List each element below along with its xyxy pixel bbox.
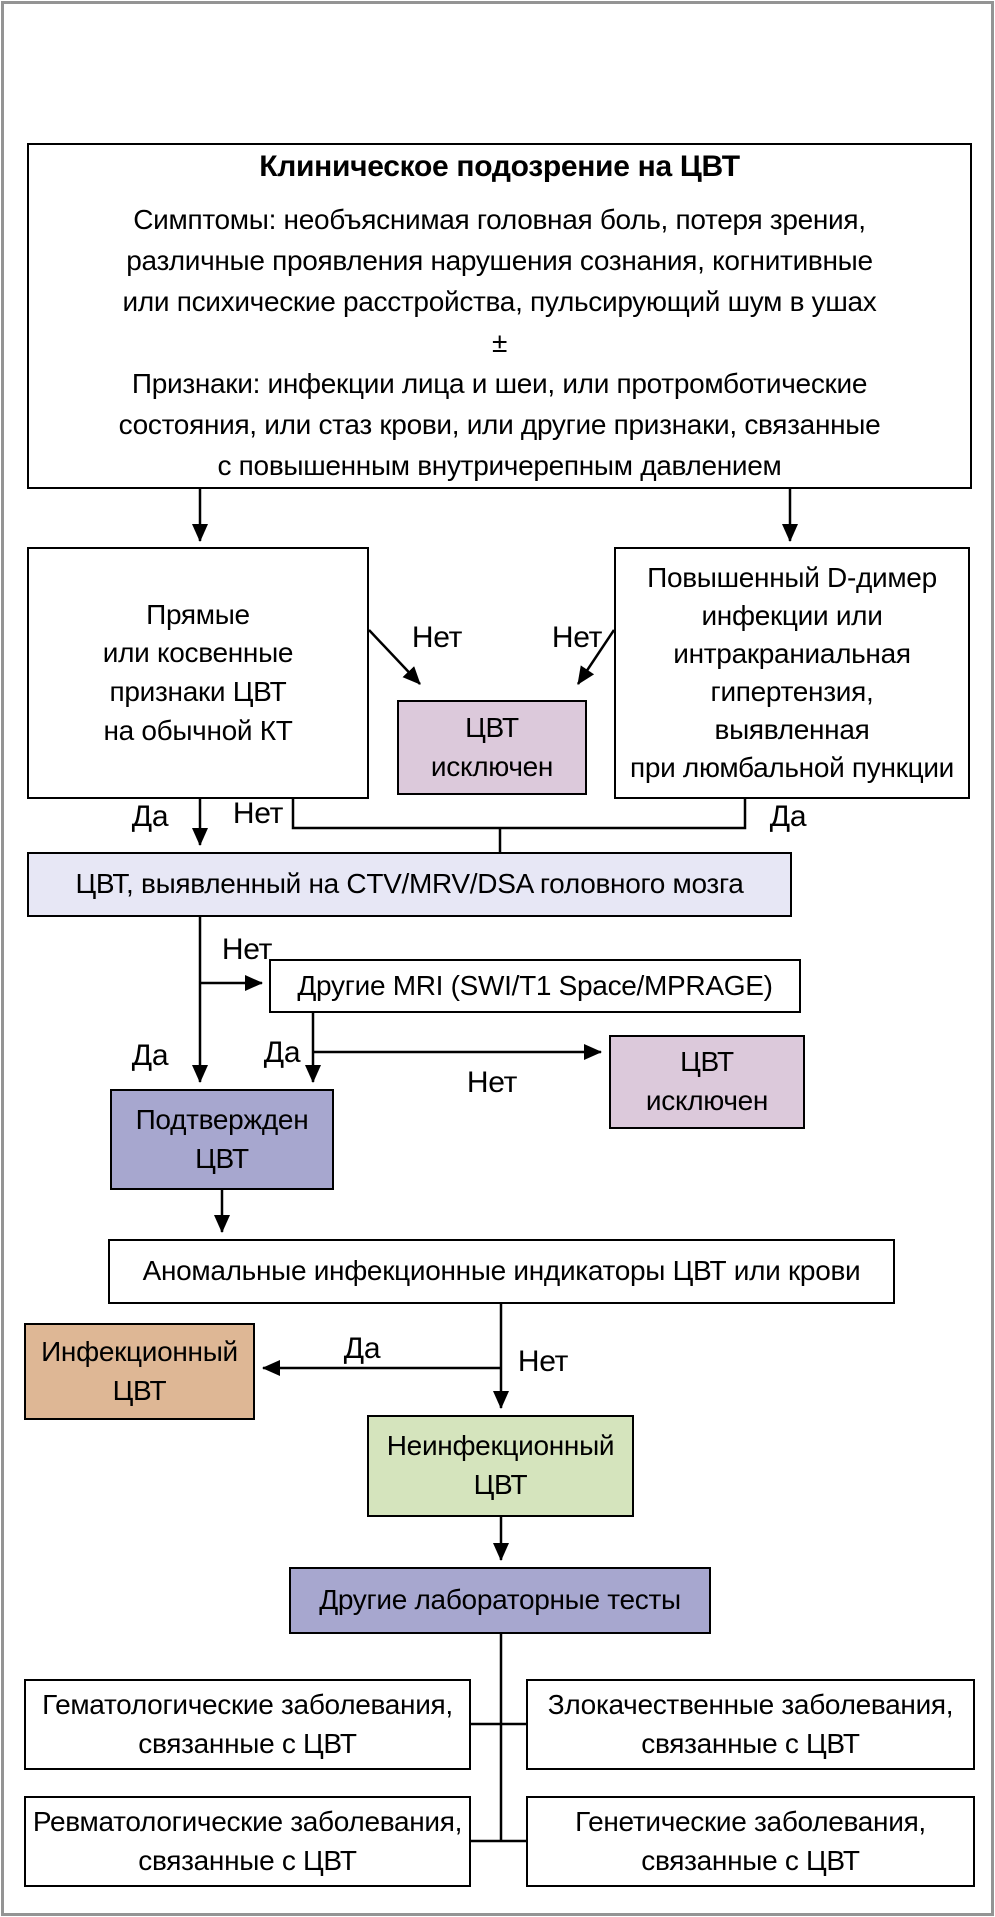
confirmed-line: Подтвержден [135,1103,309,1135]
genetic-line: Генетические заболевания, [575,1805,926,1837]
hematologic-line: связанные с ЦВТ [138,1727,357,1759]
edge-label-yes-ctv: Да [131,1039,169,1072]
edge-label-yes-ddimer: Да [769,800,807,833]
ct-line: на обычной КТ [103,714,293,746]
node-malignant [526,1679,975,1770]
node-genetic [526,1796,975,1887]
rheumatologic-line: Ревматологические заболевания, [32,1805,463,1837]
excluded2-line: исключен [645,1085,769,1116]
ct-line: Прямые [146,598,250,630]
genetic-line: связанные с ЦВТ [641,1844,860,1876]
node-clinical-suspicion-title: Клиническое подозрение на ЦВТ [259,149,740,183]
ddimer-line: Повышенный D-димер [647,561,937,593]
ddimer-line: при люмбальной пункции [629,752,955,784]
node-clinical-suspicion-body [119,199,881,486]
ct-line: или косвенные [102,637,294,669]
edge-label-yes-mri: Да [263,1036,301,1069]
ctv-line: ЦВТ, выявленный на CTV/MRV/DSA головного мозга [75,868,744,900]
node-noninfectious-cvt [367,1415,634,1517]
node-hematologic [24,1679,471,1770]
node-cvt-confirmed [110,1089,334,1190]
edge-label-no-ct: Нет [232,797,284,830]
labtests-line: Другие лабораторные тесты [319,1584,681,1616]
node-cvt-excluded-1 [397,700,587,795]
infectious-line: ЦВТ [112,1374,167,1406]
node-d-dimer [614,547,970,799]
rheumatologic-line: связанные с ЦВТ [138,1844,357,1876]
suspicion-line: с повышенным внутричерепным давлением [217,450,782,482]
edge-label-no-indicators: Нет [517,1345,569,1378]
edge-label-no-mri: Нет [466,1066,518,1099]
edge-label-yes-indicators: Да [343,1332,381,1365]
node-ctv-mrv-dsa [27,852,792,917]
edge-label-no-ct-diagonal: Нет [411,621,463,654]
ddimer-line: инфекции или [701,599,883,631]
edge-label-no-ddimer-diagonal: Нет [551,621,603,654]
noninfectious-line: ЦВТ [473,1469,528,1500]
plus-minus-symbol: ± [491,327,508,359]
indicators-line: Аномальные инфекционные индикаторы ЦВТ или крови [142,1255,861,1287]
infectious-line: Инфекционный [41,1335,238,1367]
mri-line: Другие MRI (SWI/T1 Space/MPRAGE) [297,969,773,1001]
ddimer-line: интракраниальная [673,637,911,669]
noninfectious-line: Неинфекционный [386,1430,615,1462]
excluded1-line: ЦВТ [465,711,519,743]
node-infection-indicators [108,1239,895,1304]
hematologic-line: Гематологические заболевания, [42,1688,453,1720]
excluded1-line: исключен [430,750,554,782]
suspicion-line: состояния, или стаз крови, или другие признаки, связанные [118,409,881,441]
confirmed-line: ЦВТ [195,1142,249,1174]
node-clinical-suspicion [27,143,972,489]
node-cvt-excluded-2 [609,1035,805,1129]
node-rheumatologic [24,1796,471,1887]
node-other-mri [269,959,801,1013]
node-infectious-cvt [24,1323,255,1420]
suspicion-line: Признаки: инфекции лица и шеи, или протромботические [131,368,868,400]
node-ct-signs [27,547,369,799]
edge-label-yes-ct: Да [131,800,169,833]
node-other-lab-tests [289,1567,711,1634]
edge-label-no-ctv: Нет [221,933,273,966]
excluded2-line: ЦВТ [680,1046,734,1078]
ct-line: признаки ЦВТ [109,676,287,707]
ddimer-line: гипертензия, [710,676,874,707]
ddimer-line: выявленная [714,714,870,746]
malignant-line: Злокачественные заболевания, [547,1688,954,1720]
malignant-line: связанные с ЦВТ [641,1727,860,1759]
suspicion-line: Симптомы: необъяснимая головная боль, потеря зрения, [133,204,866,236]
suspicion-line: различные проявления нарушения сознания, когнитивные [126,245,873,277]
suspicion-line: или психические расстройства, пульсирующий шум в ушах [122,286,877,318]
